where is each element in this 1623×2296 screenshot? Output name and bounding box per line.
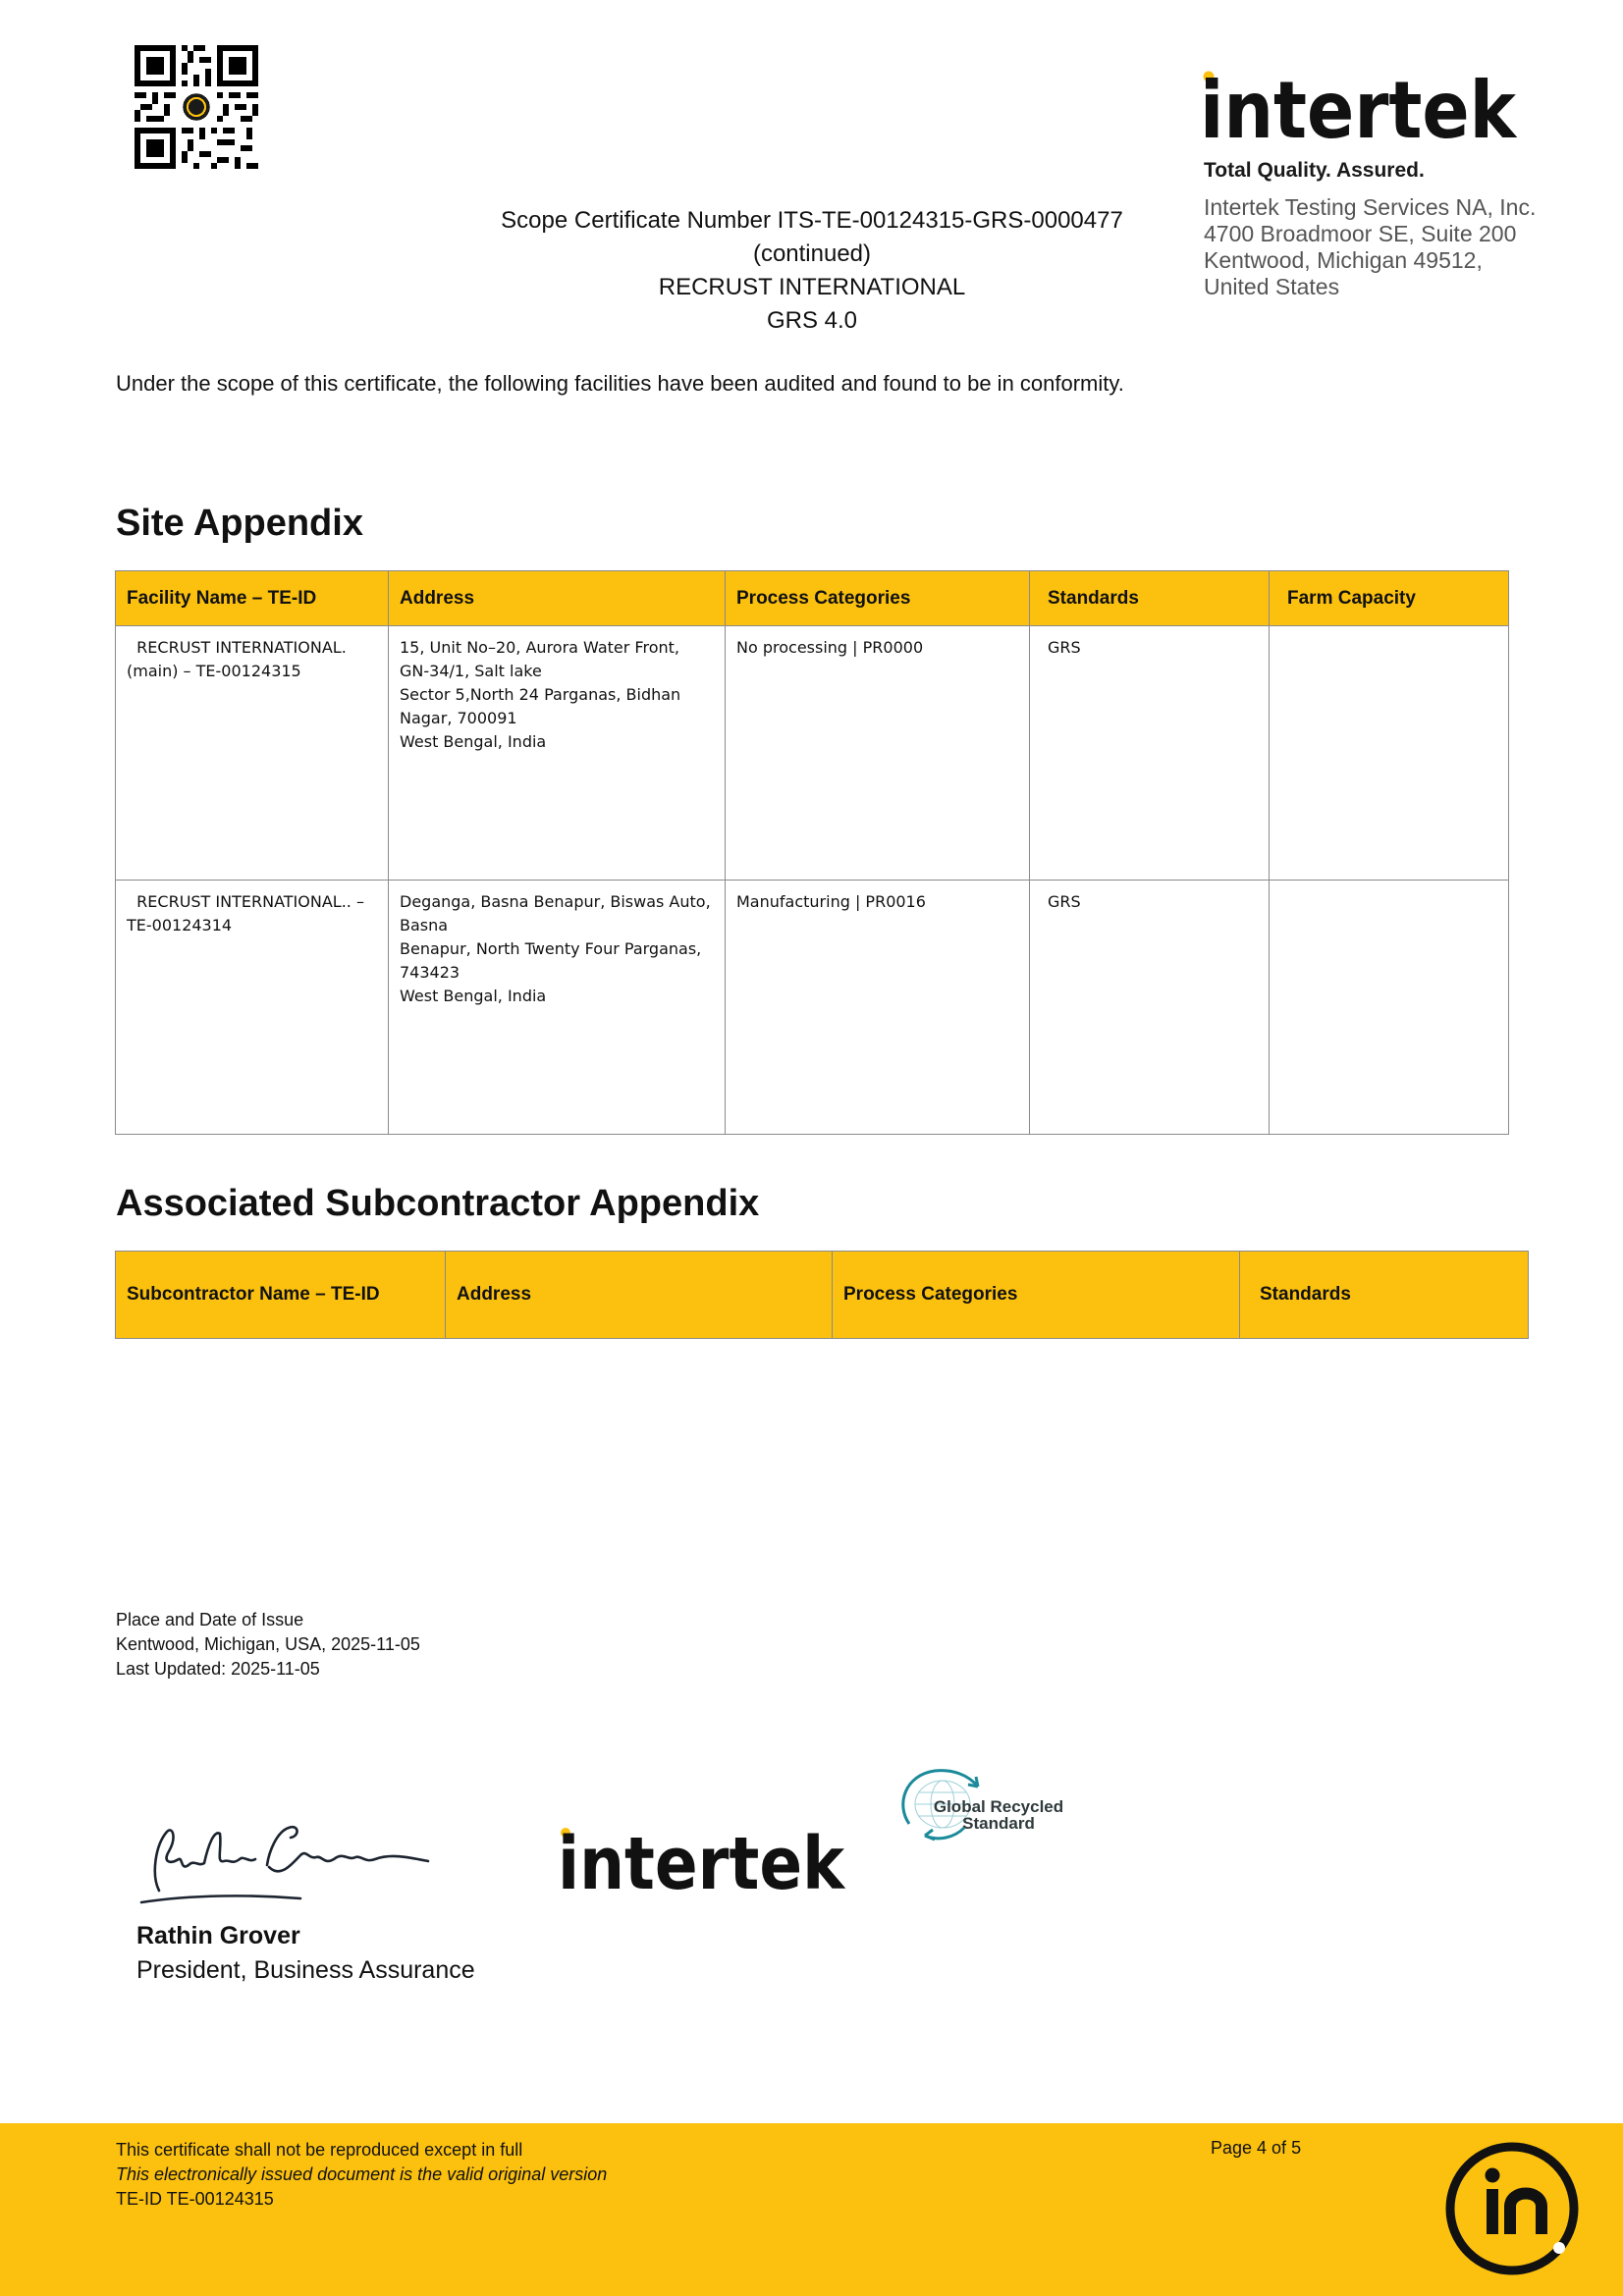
facility-cell: RECRUST INTERNATIONAL. (main) – TE-00124315	[116, 626, 389, 881]
issue-info	[116, 1608, 420, 1682]
standards-cell: GRS	[1030, 626, 1270, 881]
process-cell: No processing | PR0000	[726, 626, 1030, 881]
reproduction-notice: This certificate shall not be reproduced except in full	[116, 2140, 523, 2160]
signer-title: President, Business Assurance	[136, 1956, 475, 1984]
site-appendix-heading: Site Appendix	[116, 503, 363, 544]
grs-logo-text: Global Recycled Standard	[933, 1797, 1064, 1833]
subcontractor-appendix-table	[115, 1251, 1529, 1339]
facility-cell: RECRUST INTERNATIONAL.. – TE-00124314	[116, 881, 389, 1135]
column-header: Facility Name – TE-ID	[116, 571, 389, 626]
column-header: Address	[446, 1252, 833, 1339]
issuer-address: Intertek Testing Services NA, Inc. 4700 Broadmoor SE, Suite 200 Kentwood, Michigan 49512, United States	[1204, 194, 1537, 299]
last-updated: Last Updated: 2025-11-05	[116, 1659, 320, 1679]
footer-notes	[116, 2138, 607, 2212]
certificate-number: Scope Certificate Number ITS-TE-00124315-GRS-0000477	[501, 207, 1123, 234]
validity-notice: This electronically issued document is the valid original version	[116, 2164, 608, 2184]
signer-name: Rathin Grover	[136, 1922, 300, 1949]
column-header: Standards	[1240, 1252, 1529, 1339]
process-cell: Manufacturing | PR0016	[726, 881, 1030, 1135]
intertek-in-mark-icon	[1443, 2140, 1581, 2277]
certificate-title: Scope Certificate Number ITS-TE-00124315-GRS-0000477 (continued) RECRUST INTERNATIONAL GRS 4.0	[422, 204, 1202, 338]
intertek-logo	[558, 1822, 846, 1906]
column-header: Process Categories	[833, 1252, 1240, 1339]
tagline: Total Quality. Assured.	[1204, 159, 1425, 182]
column-header: Process Categories	[726, 571, 1030, 626]
footer-te-id: TE-ID TE-00124315	[116, 2189, 274, 2209]
column-header: Subcontractor Name – TE-ID	[116, 1252, 446, 1339]
intro-text: Under the scope of this certificate, the following facilities have been audited and found to be in conformity.	[116, 371, 1124, 396]
column-header: Standards	[1030, 571, 1270, 626]
column-header: Address	[389, 571, 726, 626]
table-header-row	[116, 571, 1509, 626]
standards-cell: GRS	[1030, 881, 1270, 1135]
standard-version: GRS 4.0	[766, 307, 858, 334]
global-recycled-standard-logo	[895, 1765, 1072, 1843]
farm-capacity-cell	[1270, 626, 1509, 881]
address-cell: Deganga, Basna Benapur, Biswas Auto, Basna Benapur, North Twenty Four Parganas, 743423 West Bengal, India	[389, 881, 726, 1135]
page-number: Page 4 of 5	[1211, 2138, 1302, 2158]
table-header-row	[116, 1252, 1529, 1339]
table-row	[116, 626, 1509, 881]
signature	[134, 1816, 454, 1906]
intertek-logo	[1200, 65, 1518, 156]
farm-capacity-cell	[1270, 881, 1509, 1135]
column-header: Farm Capacity	[1270, 571, 1509, 626]
subcontractor-appendix-heading: Associated Subcontractor Appendix	[116, 1183, 760, 1224]
svg-text:intertek: intertek	[558, 1822, 846, 1906]
address-cell: 15, Unit No–20, Aurora Water Front, GN-34/1, Salt lake Sector 5,North 24 Parganas, Bidhan Nagar, 700091 West Bengal, India	[389, 626, 726, 881]
issue-label: Place and Date of Issue	[116, 1610, 304, 1629]
company-name: RECRUST INTERNATIONAL	[658, 274, 966, 300]
qr-code	[135, 45, 258, 169]
site-appendix-table	[115, 570, 1509, 1135]
svg-text:intertek: intertek	[1200, 65, 1518, 156]
table-row	[116, 881, 1509, 1135]
issue-place-date: Kentwood, Michigan, USA, 2025-11-05	[116, 1634, 420, 1654]
